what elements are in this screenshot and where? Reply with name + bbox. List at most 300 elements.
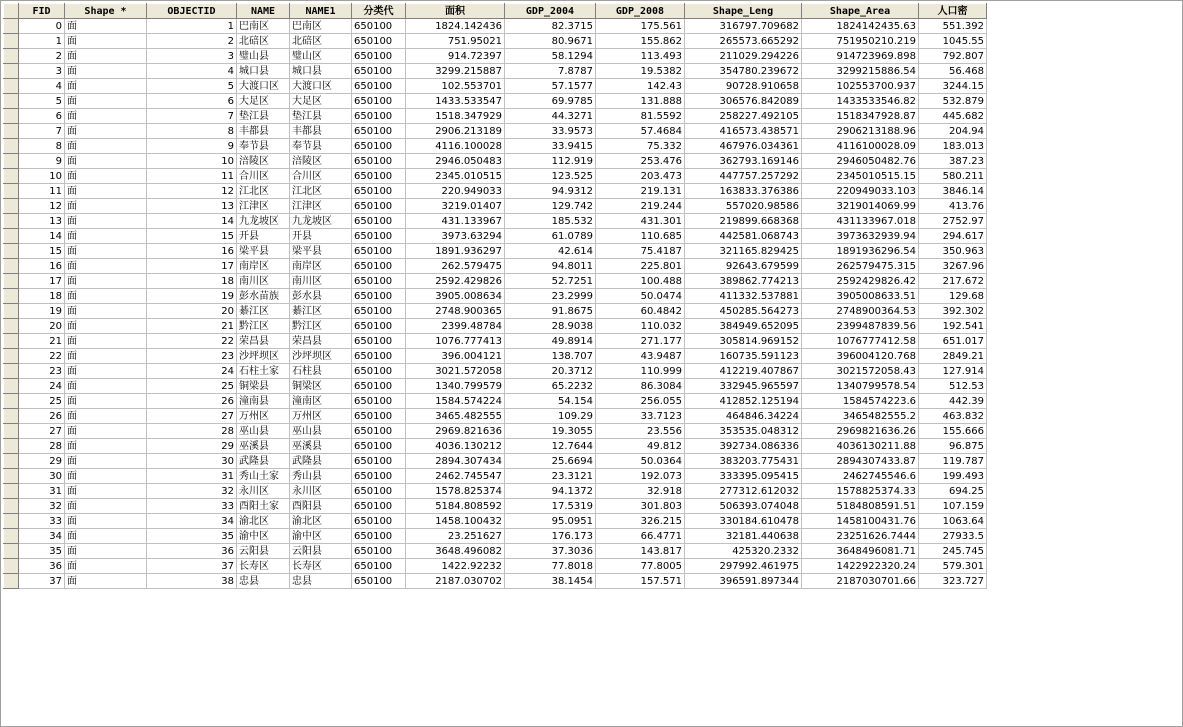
- cell-shape-leng[interactable]: 160735.591123: [685, 349, 802, 364]
- cell-fid[interactable]: 17: [19, 274, 65, 289]
- cell-gdp-2004[interactable]: 19.3055: [505, 424, 596, 439]
- cell-objectid[interactable]: 26: [147, 394, 237, 409]
- row-selector[interactable]: [4, 154, 19, 169]
- cell-name1[interactable]: 巴南区: [290, 19, 352, 34]
- cell-gdp-2008[interactable]: 301.803: [596, 499, 685, 514]
- cell-shape-area[interactable]: 431133967.018: [802, 214, 919, 229]
- cell-objectid[interactable]: 35: [147, 529, 237, 544]
- cell-name[interactable]: 九龙坡区: [237, 214, 290, 229]
- cell-name[interactable]: 铜梁县: [237, 379, 290, 394]
- cell-gdp-2004[interactable]: 112.919: [505, 154, 596, 169]
- cell-name[interactable]: 长寿区: [237, 559, 290, 574]
- cell-shape[interactable]: 面: [65, 274, 147, 289]
- cell-name1[interactable]: 南川区: [290, 274, 352, 289]
- cell-fid[interactable]: 14: [19, 229, 65, 244]
- cell-fid[interactable]: 33: [19, 514, 65, 529]
- table-row[interactable]: [4, 394, 987, 409]
- cell-class-code[interactable]: 650100: [352, 349, 406, 364]
- cell-area[interactable]: 1458.100432: [406, 514, 505, 529]
- cell-shape[interactable]: 面: [65, 229, 147, 244]
- cell-gdp-2008[interactable]: 225.801: [596, 259, 685, 274]
- cell-name1[interactable]: 黔江区: [290, 319, 352, 334]
- cell-area[interactable]: 4036.130212: [406, 439, 505, 454]
- row-selector[interactable]: [4, 469, 19, 484]
- cell-fid[interactable]: 10: [19, 169, 65, 184]
- cell-gdp-2004[interactable]: 123.525: [505, 169, 596, 184]
- cell-objectid[interactable]: 4: [147, 64, 237, 79]
- cell-shape[interactable]: 面: [65, 289, 147, 304]
- cell-area[interactable]: 1076.777413: [406, 334, 505, 349]
- cell-fid[interactable]: 28: [19, 439, 65, 454]
- cell-gdp-2004[interactable]: 94.8011: [505, 259, 596, 274]
- cell-shape-area[interactable]: 3465482555.2: [802, 409, 919, 424]
- cell-objectid[interactable]: 14: [147, 214, 237, 229]
- cell-name[interactable]: 开县: [237, 229, 290, 244]
- cell-fid[interactable]: 3: [19, 64, 65, 79]
- row-selector[interactable]: [4, 304, 19, 319]
- table-row[interactable]: [4, 184, 987, 199]
- cell-gdp-2008[interactable]: 326.215: [596, 514, 685, 529]
- cell-shape-leng[interactable]: 305814.969152: [685, 334, 802, 349]
- cell-class-code[interactable]: 650100: [352, 34, 406, 49]
- cell-shape-area[interactable]: 1433533546.82: [802, 94, 919, 109]
- cell-shape-area[interactable]: 1584574223.6: [802, 394, 919, 409]
- cell-class-code[interactable]: 650100: [352, 229, 406, 244]
- column-header-name1[interactable]: NAME1: [290, 4, 352, 19]
- column-header-shape-leng[interactable]: Shape_Leng: [685, 4, 802, 19]
- cell-name1[interactable]: 渝北区: [290, 514, 352, 529]
- cell-fid[interactable]: 21: [19, 334, 65, 349]
- cell-gdp-2004[interactable]: 52.7251: [505, 274, 596, 289]
- table-row[interactable]: [4, 139, 987, 154]
- cell-objectid[interactable]: 31: [147, 469, 237, 484]
- cell-fid[interactable]: 16: [19, 259, 65, 274]
- cell-gdp-2008[interactable]: 33.7123: [596, 409, 685, 424]
- cell-shape-area[interactable]: 2894307433.87: [802, 454, 919, 469]
- cell-class-code[interactable]: 650100: [352, 559, 406, 574]
- cell-shape-leng[interactable]: 265573.665292: [685, 34, 802, 49]
- cell-gdp-2008[interactable]: 271.177: [596, 334, 685, 349]
- cell-shape[interactable]: 面: [65, 49, 147, 64]
- cell-area[interactable]: 1422.92232: [406, 559, 505, 574]
- row-selector[interactable]: [4, 559, 19, 574]
- cell-shape-area[interactable]: 1891936296.54: [802, 244, 919, 259]
- cell-name[interactable]: 永川区: [237, 484, 290, 499]
- cell-name[interactable]: 彭水苗族: [237, 289, 290, 304]
- table-row[interactable]: [4, 514, 987, 529]
- cell-area[interactable]: 2187.030702: [406, 574, 505, 589]
- cell-objectid[interactable]: 38: [147, 574, 237, 589]
- column-header-shape[interactable]: Shape *: [65, 4, 147, 19]
- cell-class-code[interactable]: 650100: [352, 274, 406, 289]
- cell-shape-area[interactable]: 102553700.937: [802, 79, 919, 94]
- cell-gdp-2008[interactable]: 23.556: [596, 424, 685, 439]
- cell-population-density[interactable]: 3244.15: [919, 79, 987, 94]
- cell-shape-leng[interactable]: 557020.98586: [685, 199, 802, 214]
- cell-population-density[interactable]: 129.68: [919, 289, 987, 304]
- cell-population-density[interactable]: 532.879: [919, 94, 987, 109]
- cell-name[interactable]: 巫山县: [237, 424, 290, 439]
- cell-name[interactable]: 石柱土家: [237, 364, 290, 379]
- cell-shape-area[interactable]: 751950210.219: [802, 34, 919, 49]
- cell-name[interactable]: 城口县: [237, 64, 290, 79]
- cell-fid[interactable]: 15: [19, 244, 65, 259]
- cell-gdp-2008[interactable]: 431.301: [596, 214, 685, 229]
- cell-name[interactable]: 巴南区: [237, 19, 290, 34]
- cell-shape-area[interactable]: 4116100028.09: [802, 139, 919, 154]
- table-row[interactable]: [4, 499, 987, 514]
- cell-objectid[interactable]: 9: [147, 139, 237, 154]
- cell-area[interactable]: 3021.572058: [406, 364, 505, 379]
- cell-class-code[interactable]: 650100: [352, 19, 406, 34]
- table-row[interactable]: [4, 214, 987, 229]
- cell-population-density[interactable]: 192.541: [919, 319, 987, 334]
- cell-name[interactable]: 万州区: [237, 409, 290, 424]
- cell-fid[interactable]: 32: [19, 499, 65, 514]
- table-row[interactable]: [4, 559, 987, 574]
- table-row[interactable]: [4, 349, 987, 364]
- cell-shape-leng[interactable]: 464846.34224: [685, 409, 802, 424]
- cell-name1[interactable]: 綦江区: [290, 304, 352, 319]
- cell-gdp-2008[interactable]: 253.476: [596, 154, 685, 169]
- cell-fid[interactable]: 30: [19, 469, 65, 484]
- row-selector[interactable]: [4, 79, 19, 94]
- cell-objectid[interactable]: 34: [147, 514, 237, 529]
- cell-objectid[interactable]: 20: [147, 304, 237, 319]
- cell-name[interactable]: 酉阳土家: [237, 499, 290, 514]
- cell-class-code[interactable]: 650100: [352, 169, 406, 184]
- cell-name1[interactable]: 涪陵区: [290, 154, 352, 169]
- cell-gdp-2008[interactable]: 81.5592: [596, 109, 685, 124]
- cell-name1[interactable]: 垫江县: [290, 109, 352, 124]
- cell-gdp-2004[interactable]: 109.29: [505, 409, 596, 424]
- cell-name1[interactable]: 巫山县: [290, 424, 352, 439]
- cell-shape-area[interactable]: 3905008633.51: [802, 289, 919, 304]
- cell-area[interactable]: 2969.821636: [406, 424, 505, 439]
- cell-population-density[interactable]: 580.211: [919, 169, 987, 184]
- cell-shape[interactable]: 面: [65, 379, 147, 394]
- cell-shape-area[interactable]: 2906213188.96: [802, 124, 919, 139]
- row-selector[interactable]: [4, 499, 19, 514]
- column-header-fid[interactable]: FID: [19, 4, 65, 19]
- cell-shape[interactable]: 面: [65, 124, 147, 139]
- cell-shape-leng[interactable]: 384949.652095: [685, 319, 802, 334]
- cell-class-code[interactable]: 650100: [352, 574, 406, 589]
- cell-population-density[interactable]: 27933.5: [919, 529, 987, 544]
- cell-shape[interactable]: 面: [65, 34, 147, 49]
- cell-gdp-2008[interactable]: 142.43: [596, 79, 685, 94]
- cell-shape[interactable]: 面: [65, 499, 147, 514]
- row-selector[interactable]: [4, 379, 19, 394]
- cell-name1[interactable]: 大足区: [290, 94, 352, 109]
- cell-gdp-2004[interactable]: 38.1454: [505, 574, 596, 589]
- cell-shape-leng[interactable]: 90728.910658: [685, 79, 802, 94]
- cell-population-density[interactable]: 651.017: [919, 334, 987, 349]
- cell-gdp-2004[interactable]: 91.8675: [505, 304, 596, 319]
- cell-shape-leng[interactable]: 412852.125194: [685, 394, 802, 409]
- cell-objectid[interactable]: 25: [147, 379, 237, 394]
- cell-gdp-2004[interactable]: 25.6694: [505, 454, 596, 469]
- cell-gdp-2004[interactable]: 58.1294: [505, 49, 596, 64]
- cell-population-density[interactable]: 217.672: [919, 274, 987, 289]
- cell-name[interactable]: 云阳县: [237, 544, 290, 559]
- cell-class-code[interactable]: 650100: [352, 379, 406, 394]
- cell-objectid[interactable]: 19: [147, 289, 237, 304]
- cell-fid[interactable]: 8: [19, 139, 65, 154]
- cell-gdp-2004[interactable]: 17.5319: [505, 499, 596, 514]
- cell-name[interactable]: 垫江县: [237, 109, 290, 124]
- cell-name1[interactable]: 九龙坡区: [290, 214, 352, 229]
- cell-population-density[interactable]: 1063.64: [919, 514, 987, 529]
- cell-shape-leng[interactable]: 306576.842089: [685, 94, 802, 109]
- cell-gdp-2008[interactable]: 110.032: [596, 319, 685, 334]
- cell-gdp-2004[interactable]: 49.8914: [505, 334, 596, 349]
- cell-population-density[interactable]: 350.963: [919, 244, 987, 259]
- cell-class-code[interactable]: 650100: [352, 529, 406, 544]
- cell-population-density[interactable]: 792.807: [919, 49, 987, 64]
- cell-name[interactable]: 梁平县: [237, 244, 290, 259]
- cell-area[interactable]: 914.72397: [406, 49, 505, 64]
- cell-name1[interactable]: 潼南区: [290, 394, 352, 409]
- column-header-population-density[interactable]: 人口密: [919, 4, 987, 19]
- cell-population-density[interactable]: 2849.21: [919, 349, 987, 364]
- cell-gdp-2004[interactable]: 185.532: [505, 214, 596, 229]
- cell-shape[interactable]: 面: [65, 439, 147, 454]
- cell-name[interactable]: 沙坪坝区: [237, 349, 290, 364]
- cell-class-code[interactable]: 650100: [352, 409, 406, 424]
- table-row[interactable]: [4, 304, 987, 319]
- cell-name1[interactable]: 永川区: [290, 484, 352, 499]
- cell-shape-leng[interactable]: 297992.461975: [685, 559, 802, 574]
- row-selector[interactable]: [4, 349, 19, 364]
- cell-area[interactable]: 4116.100028: [406, 139, 505, 154]
- cell-shape-area[interactable]: 3219014069.99: [802, 199, 919, 214]
- cell-class-code[interactable]: 650100: [352, 514, 406, 529]
- cell-name1[interactable]: 巫溪县: [290, 439, 352, 454]
- cell-shape[interactable]: 面: [65, 79, 147, 94]
- cell-population-density[interactable]: 245.745: [919, 544, 987, 559]
- row-selector[interactable]: [4, 289, 19, 304]
- cell-fid[interactable]: 19: [19, 304, 65, 319]
- cell-shape-leng[interactable]: 316797.709682: [685, 19, 802, 34]
- table-row[interactable]: [4, 94, 987, 109]
- cell-name1[interactable]: 石柱县: [290, 364, 352, 379]
- cell-class-code[interactable]: 650100: [352, 139, 406, 154]
- cell-shape-leng[interactable]: 330184.610478: [685, 514, 802, 529]
- cell-area[interactable]: 3299.215887: [406, 64, 505, 79]
- cell-shape-leng[interactable]: 163833.376386: [685, 184, 802, 199]
- cell-shape-leng[interactable]: 467976.034361: [685, 139, 802, 154]
- cell-shape-leng[interactable]: 219899.668368: [685, 214, 802, 229]
- cell-area[interactable]: 751.95021: [406, 34, 505, 49]
- cell-gdp-2008[interactable]: 155.862: [596, 34, 685, 49]
- cell-shape-area[interactable]: 1458100431.76: [802, 514, 919, 529]
- cell-area[interactable]: 1518.347929: [406, 109, 505, 124]
- row-selector[interactable]: [4, 514, 19, 529]
- cell-shape-area[interactable]: 2345010515.15: [802, 169, 919, 184]
- row-selector[interactable]: [4, 274, 19, 289]
- cell-objectid[interactable]: 1: [147, 19, 237, 34]
- cell-class-code[interactable]: 650100: [352, 184, 406, 199]
- cell-gdp-2004[interactable]: 176.173: [505, 529, 596, 544]
- cell-objectid[interactable]: 6: [147, 94, 237, 109]
- table-row[interactable]: [4, 574, 987, 589]
- cell-fid[interactable]: 18: [19, 289, 65, 304]
- cell-population-density[interactable]: 551.392: [919, 19, 987, 34]
- cell-shape[interactable]: 面: [65, 409, 147, 424]
- cell-class-code[interactable]: 650100: [352, 394, 406, 409]
- cell-fid[interactable]: 36: [19, 559, 65, 574]
- cell-fid[interactable]: 2: [19, 49, 65, 64]
- cell-area[interactable]: 1340.799579: [406, 379, 505, 394]
- cell-shape-area[interactable]: 5184808591.51: [802, 499, 919, 514]
- cell-objectid[interactable]: 28: [147, 424, 237, 439]
- cell-name[interactable]: 涪陵区: [237, 154, 290, 169]
- table-row[interactable]: [4, 124, 987, 139]
- cell-class-code[interactable]: 650100: [352, 439, 406, 454]
- cell-area[interactable]: 2592.429826: [406, 274, 505, 289]
- cell-area[interactable]: 220.949033: [406, 184, 505, 199]
- cell-objectid[interactable]: 37: [147, 559, 237, 574]
- cell-class-code[interactable]: 650100: [352, 544, 406, 559]
- cell-fid[interactable]: 35: [19, 544, 65, 559]
- cell-class-code[interactable]: 650100: [352, 424, 406, 439]
- cell-population-density[interactable]: 694.25: [919, 484, 987, 499]
- table-row[interactable]: [4, 469, 987, 484]
- cell-fid[interactable]: 22: [19, 349, 65, 364]
- cell-gdp-2004[interactable]: 57.1577: [505, 79, 596, 94]
- cell-shape-area[interactable]: 23251626.7444: [802, 529, 919, 544]
- cell-gdp-2004[interactable]: 23.2999: [505, 289, 596, 304]
- cell-objectid[interactable]: 15: [147, 229, 237, 244]
- cell-shape-leng[interactable]: 396591.897344: [685, 574, 802, 589]
- cell-shape[interactable]: 面: [65, 154, 147, 169]
- row-selector[interactable]: [4, 19, 19, 34]
- cell-objectid[interactable]: 29: [147, 439, 237, 454]
- table-row[interactable]: [4, 439, 987, 454]
- row-selector[interactable]: [4, 319, 19, 334]
- table-row[interactable]: [4, 154, 987, 169]
- cell-shape-leng[interactable]: 411332.537881: [685, 289, 802, 304]
- cell-shape-area[interactable]: 1578825374.33: [802, 484, 919, 499]
- cell-shape-area[interactable]: 2748900364.53: [802, 304, 919, 319]
- cell-population-density[interactable]: 204.94: [919, 124, 987, 139]
- cell-gdp-2008[interactable]: 143.817: [596, 544, 685, 559]
- cell-fid[interactable]: 31: [19, 484, 65, 499]
- cell-name[interactable]: 北碚区: [237, 34, 290, 49]
- cell-objectid[interactable]: 22: [147, 334, 237, 349]
- cell-shape-leng[interactable]: 92643.679599: [685, 259, 802, 274]
- cell-area[interactable]: 2946.050483: [406, 154, 505, 169]
- cell-gdp-2008[interactable]: 50.0474: [596, 289, 685, 304]
- cell-shape[interactable]: 面: [65, 169, 147, 184]
- row-selector[interactable]: [4, 364, 19, 379]
- cell-name[interactable]: 潼南县: [237, 394, 290, 409]
- column-header-gdp-2004[interactable]: GDP_2004: [505, 4, 596, 19]
- row-selector[interactable]: [4, 109, 19, 124]
- cell-shape-area[interactable]: 396004120.768: [802, 349, 919, 364]
- cell-fid[interactable]: 34: [19, 529, 65, 544]
- cell-shape-area[interactable]: 1340799578.54: [802, 379, 919, 394]
- row-selector[interactable]: [4, 529, 19, 544]
- cell-name[interactable]: 渝中区: [237, 529, 290, 544]
- row-selector[interactable]: [4, 34, 19, 49]
- cell-objectid[interactable]: 7: [147, 109, 237, 124]
- cell-shape[interactable]: 面: [65, 214, 147, 229]
- cell-gdp-2008[interactable]: 175.561: [596, 19, 685, 34]
- cell-name[interactable]: 江津区: [237, 199, 290, 214]
- cell-objectid[interactable]: 27: [147, 409, 237, 424]
- cell-fid[interactable]: 20: [19, 319, 65, 334]
- table-row[interactable]: [4, 274, 987, 289]
- column-header-objectid[interactable]: OBJECTID: [147, 4, 237, 19]
- row-selector[interactable]: [4, 244, 19, 259]
- cell-shape-area[interactable]: 3973632939.94: [802, 229, 919, 244]
- cell-shape[interactable]: 面: [65, 304, 147, 319]
- cell-class-code[interactable]: 650100: [352, 49, 406, 64]
- cell-fid[interactable]: 9: [19, 154, 65, 169]
- cell-shape-area[interactable]: 1422922320.24: [802, 559, 919, 574]
- cell-class-code[interactable]: 650100: [352, 199, 406, 214]
- row-selector[interactable]: [4, 169, 19, 184]
- cell-shape[interactable]: 面: [65, 559, 147, 574]
- table-row[interactable]: [4, 409, 987, 424]
- row-selector[interactable]: [4, 199, 19, 214]
- cell-objectid[interactable]: 10: [147, 154, 237, 169]
- cell-population-density[interactable]: 463.832: [919, 409, 987, 424]
- cell-area[interactable]: 23.251627: [406, 529, 505, 544]
- cell-population-density[interactable]: 127.914: [919, 364, 987, 379]
- column-header-name[interactable]: NAME: [237, 4, 290, 19]
- cell-shape[interactable]: 面: [65, 19, 147, 34]
- cell-shape-area[interactable]: 2946050482.76: [802, 154, 919, 169]
- cell-class-code[interactable]: 650100: [352, 64, 406, 79]
- cell-class-code[interactable]: 650100: [352, 244, 406, 259]
- cell-gdp-2008[interactable]: 60.4842: [596, 304, 685, 319]
- cell-shape-leng[interactable]: 362793.169146: [685, 154, 802, 169]
- cell-name[interactable]: 江北区: [237, 184, 290, 199]
- cell-population-density[interactable]: 199.493: [919, 469, 987, 484]
- cell-gdp-2008[interactable]: 19.5382: [596, 64, 685, 79]
- cell-shape-area[interactable]: 2187030701.66: [802, 574, 919, 589]
- cell-shape-leng[interactable]: 412219.407867: [685, 364, 802, 379]
- cell-name1[interactable]: 丰都县: [290, 124, 352, 139]
- cell-name[interactable]: 大渡口区: [237, 79, 290, 94]
- cell-class-code[interactable]: 650100: [352, 124, 406, 139]
- row-selector[interactable]: [4, 64, 19, 79]
- cell-population-density[interactable]: 442.39: [919, 394, 987, 409]
- select-all-header[interactable]: [4, 4, 19, 19]
- cell-name1[interactable]: 大渡口区: [290, 79, 352, 94]
- cell-shape[interactable]: 面: [65, 364, 147, 379]
- cell-shape-leng[interactable]: 389862.774213: [685, 274, 802, 289]
- cell-fid[interactable]: 0: [19, 19, 65, 34]
- cell-name1[interactable]: 奉节县: [290, 139, 352, 154]
- cell-area[interactable]: 2462.745547: [406, 469, 505, 484]
- table-row[interactable]: [4, 334, 987, 349]
- cell-gdp-2004[interactable]: 94.1372: [505, 484, 596, 499]
- cell-area[interactable]: 2894.307434: [406, 454, 505, 469]
- cell-gdp-2004[interactable]: 54.154: [505, 394, 596, 409]
- cell-shape-leng[interactable]: 354780.239672: [685, 64, 802, 79]
- cell-class-code[interactable]: 650100: [352, 109, 406, 124]
- cell-name1[interactable]: 合川区: [290, 169, 352, 184]
- cell-gdp-2008[interactable]: 110.999: [596, 364, 685, 379]
- cell-class-code[interactable]: 650100: [352, 289, 406, 304]
- cell-shape-leng[interactable]: 425320.2332: [685, 544, 802, 559]
- cell-gdp-2004[interactable]: 20.3712: [505, 364, 596, 379]
- table-row[interactable]: [4, 379, 987, 394]
